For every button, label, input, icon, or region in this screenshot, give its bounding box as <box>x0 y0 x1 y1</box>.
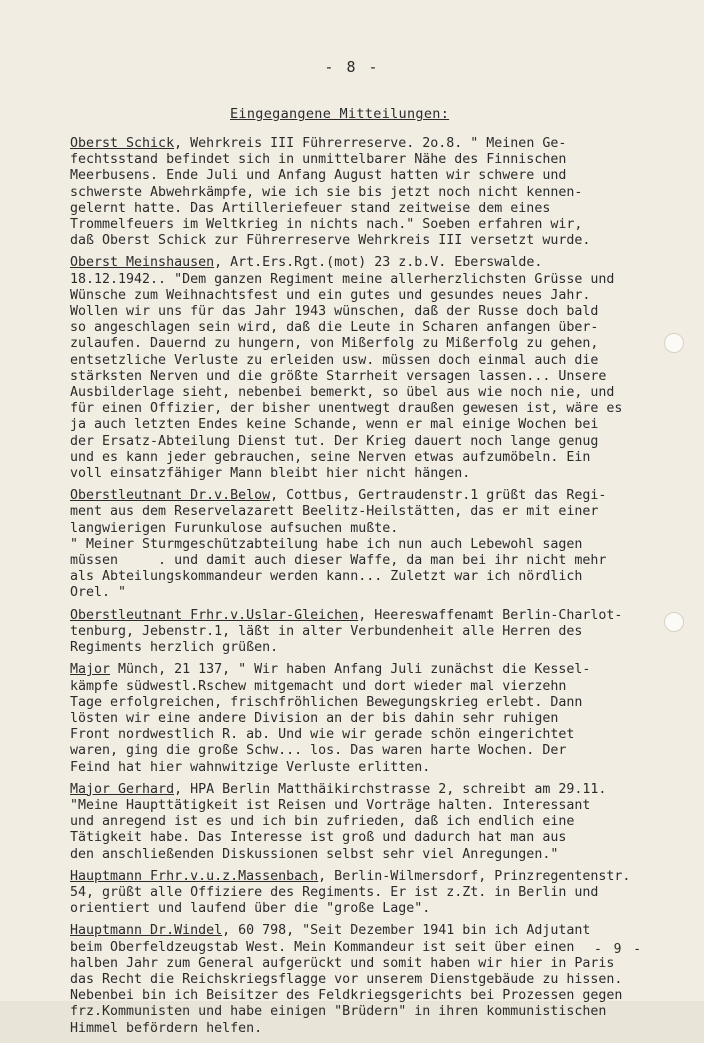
entry-text: , HPA Berlin Matthäikirchstrasse 2, schreibt am 29.11. <box>174 781 607 797</box>
entry-line: " Meiner Sturmgeschützabteilung habe ich nun auch Lebewohl sagen <box>70 536 583 552</box>
entry-line: Orel. " <box>70 585 127 601</box>
sender-name: Oberstleutnant Frhr.v.Uslar-Gleichen <box>70 607 359 623</box>
entry-text: , 60 798, "Seit Dezember 1941 bin ich Adjutant <box>222 923 591 939</box>
message-entry <box>70 662 670 775</box>
message-entry <box>70 608 670 657</box>
entry-line: orientiert und laufend über die "große Lage". <box>70 901 431 917</box>
entry-line: halben Jahr zum General aufgerückt und somit haben wir hier in Paris <box>70 955 615 971</box>
entry-line: Regiments herzlich grüßen. <box>70 640 279 656</box>
entry-first-line <box>70 488 670 504</box>
message-entry <box>70 488 670 601</box>
entry-first-line <box>70 255 670 271</box>
entry-line: daß Oberst Schick zur Führerreserve Wehrkreis III versetzt wurde. <box>70 233 591 249</box>
entry-line: 18.12.1942.. "Dem ganzen Regiment meine allerherzlichsten Grüsse und <box>70 271 615 287</box>
sender-name: Major <box>70 662 111 678</box>
entry-text: , Wehrkreis III Führerreserve. 2o.8. " Meinen Ge- <box>174 136 567 151</box>
entry-line: für einen Offizier, der bisher unentwegt draußen gewesen ist, wäre es <box>70 401 623 417</box>
sender-name: Hauptmann Dr.Windel <box>70 923 223 939</box>
entry-line: fechtsstand befindet sich in unmittelbarer Nähe des Finnischen <box>70 152 567 168</box>
entry-line: Himmel befördern helfen. <box>70 1020 263 1036</box>
entry-line: "Meine Haupttätigkeit ist Reisen und Vorträge halten. Interessant <box>70 797 591 813</box>
entry-line: Nebenbei bin ich Beisitzer des Feldkriegsgerichts bei Prozessen gegen <box>70 988 623 1004</box>
entry-line: schwerste Abwehrkämpfe, wie ich sie bis jetzt noch nicht kennen- <box>70 184 583 200</box>
entry-text: , Berlin-Wilmersdorf, Prinzregentenstr. <box>318 868 631 884</box>
entry-first-line <box>70 608 670 624</box>
entry-first-line <box>70 782 670 798</box>
entry-line: das Recht die Reichskriegsflagge vor unserem Dienstgebäude zu hissen. <box>70 971 623 987</box>
entry-text: , Heereswaffenamt Berlin-Charlot- <box>358 607 623 623</box>
entry-line: müssen . und damit auch dieser Waffe, da man bei ihr nicht mehr <box>70 553 607 569</box>
entry-line: und anregend ist es und ich bin zufrieden, daß ich endlich eine <box>70 814 575 830</box>
entry-line: und es kann jeder gebrauchen, seine Nerven etwas aufzumöbeln. Ein <box>70 449 591 465</box>
entry-line: frz.Kommunisten und habe einigen "Brüdern" in ihren kommunistischen <box>70 1004 607 1020</box>
entry-line: lösten wir eine andere Division an der bis dahin sehr ruhigen <box>70 710 559 726</box>
messages-body <box>70 136 670 1043</box>
message-entry <box>70 255 670 482</box>
entry-line: Meerbusens. Ende Juli und Anfang August hatten wir schwere und <box>70 168 567 184</box>
message-entry <box>70 869 670 918</box>
entry-line: Wollen wir uns für das Jahr 1943 wünschen, daß der Russe doch bald <box>70 304 599 320</box>
message-entry <box>70 782 670 863</box>
entry-line: entsetzliche Verluste zu erleiden usw. müssen doch einmal auch die <box>70 352 599 368</box>
entry-line: der Ersatz-Abteilung Dienst tut. Der Krieg dauert noch lange genug <box>70 433 599 449</box>
entry-line: tenburg, Jebenstr.1, läßt in alter Verbundenheit alle Herren des <box>70 623 583 639</box>
entry-line: Front nordwestlich R. ab. Und wie wir gerade schön eingerichtet <box>70 727 575 743</box>
next-page-number: - 9 - <box>594 942 644 957</box>
entry-line: ment aus dem Reservelazarett Beelitz-Heilstätten, das er mit einer <box>70 504 599 520</box>
entry-line: den anschließenden Diskussionen selbst sehr viel Anregungen." <box>70 846 559 862</box>
entry-line: 54, grüßt alle Offiziere des Regiments. Er ist z.Zt. in Berlin und <box>70 884 599 900</box>
sender-name: Hauptmann Frhr.v.u.z.Massenbach <box>70 868 319 884</box>
sender-name: Oberstleutnant Dr.v.Below <box>70 488 271 504</box>
sender-name: Oberst Meinshausen <box>70 255 215 271</box>
page-number: - 8 - <box>324 58 380 76</box>
entry-line: so angeschlagen sein wird, daß die Leute in Scharen anfangen über- <box>70 320 599 336</box>
entry-line: zulaufen. Dauernd zu hungern, von Mißerfolg zu Mißerfolg zu gehen, <box>70 336 599 352</box>
entry-line: voll einsatzfähiger Mann bleibt hier nicht hängen. <box>70 466 471 482</box>
entry-line: ja auch letzten Endes keine Schande, wenn er mal einige Wochen bei <box>70 417 599 433</box>
entry-line: Wünsche zum Weihnachtsfest und ein gutes und gesundes neues Jahr. <box>70 287 591 303</box>
entry-line: waren, ging die große Schw... los. Das waren harte Wochen. Der <box>70 743 567 759</box>
entry-line: Tage erfolgreichen, frischfröhlichen Bewegungskrieg erlebt. Dann <box>70 694 583 710</box>
entry-line: als Abteilungskommandeur werden kann... Zuletzt war ich nördlich <box>70 569 583 585</box>
entry-first-line <box>70 136 670 152</box>
entry-text: , Cottbus, Gertraudenstr.1 grüßt das Regi- <box>270 488 607 504</box>
entry-line: Feind hat hier wahnwitzige Verluste erlitten. <box>70 759 431 775</box>
entry-first-line <box>70 662 670 678</box>
entry-text: , Art.Ers.Rgt.(mot) 23 z.b.V. Eberswalde. <box>214 255 543 271</box>
entry-first-line <box>70 923 670 939</box>
sender-name: Major Gerhard <box>70 781 175 797</box>
entry-text: Münch, 21 137, " Wir haben Anfang Juli zunächst die Kessel- <box>110 662 591 678</box>
entry-line: gelernt hatte. Das Artilleriefeuer stand zeitweise dem eines <box>70 200 551 216</box>
section-heading: Eingegangene Mitteilungen: <box>230 106 450 122</box>
entry-line: langwierigen Furunkulose aufsuchen mußte. <box>70 520 399 536</box>
entry-line: beim Oberfeldzeugstab West. Mein Kommandeur ist seit über einen <box>70 939 575 955</box>
entry-line: Trommelfeuers im Weltkrieg in nichts nach." Soeben erfahren wir, <box>70 217 583 233</box>
message-entry <box>70 136 670 249</box>
entry-line: kämpfe südwestl.Rschew mitgemacht und dort wieder mal vierzehn <box>70 678 567 694</box>
entry-line: Tätigkeit habe. Das Interesse ist groß und dadurch hat man aus <box>70 830 567 846</box>
entry-first-line <box>70 869 670 885</box>
sender-name: Oberst Schick <box>70 136 175 151</box>
message-entry <box>70 923 670 1036</box>
entry-line: stärksten Nerven und die größte Starrheit versagen lassen... Unsere <box>70 368 607 384</box>
entry-line: Ausbilderlage sieht, nebenbei bemerkt, so übel aus wie noch nie, und <box>70 385 615 401</box>
